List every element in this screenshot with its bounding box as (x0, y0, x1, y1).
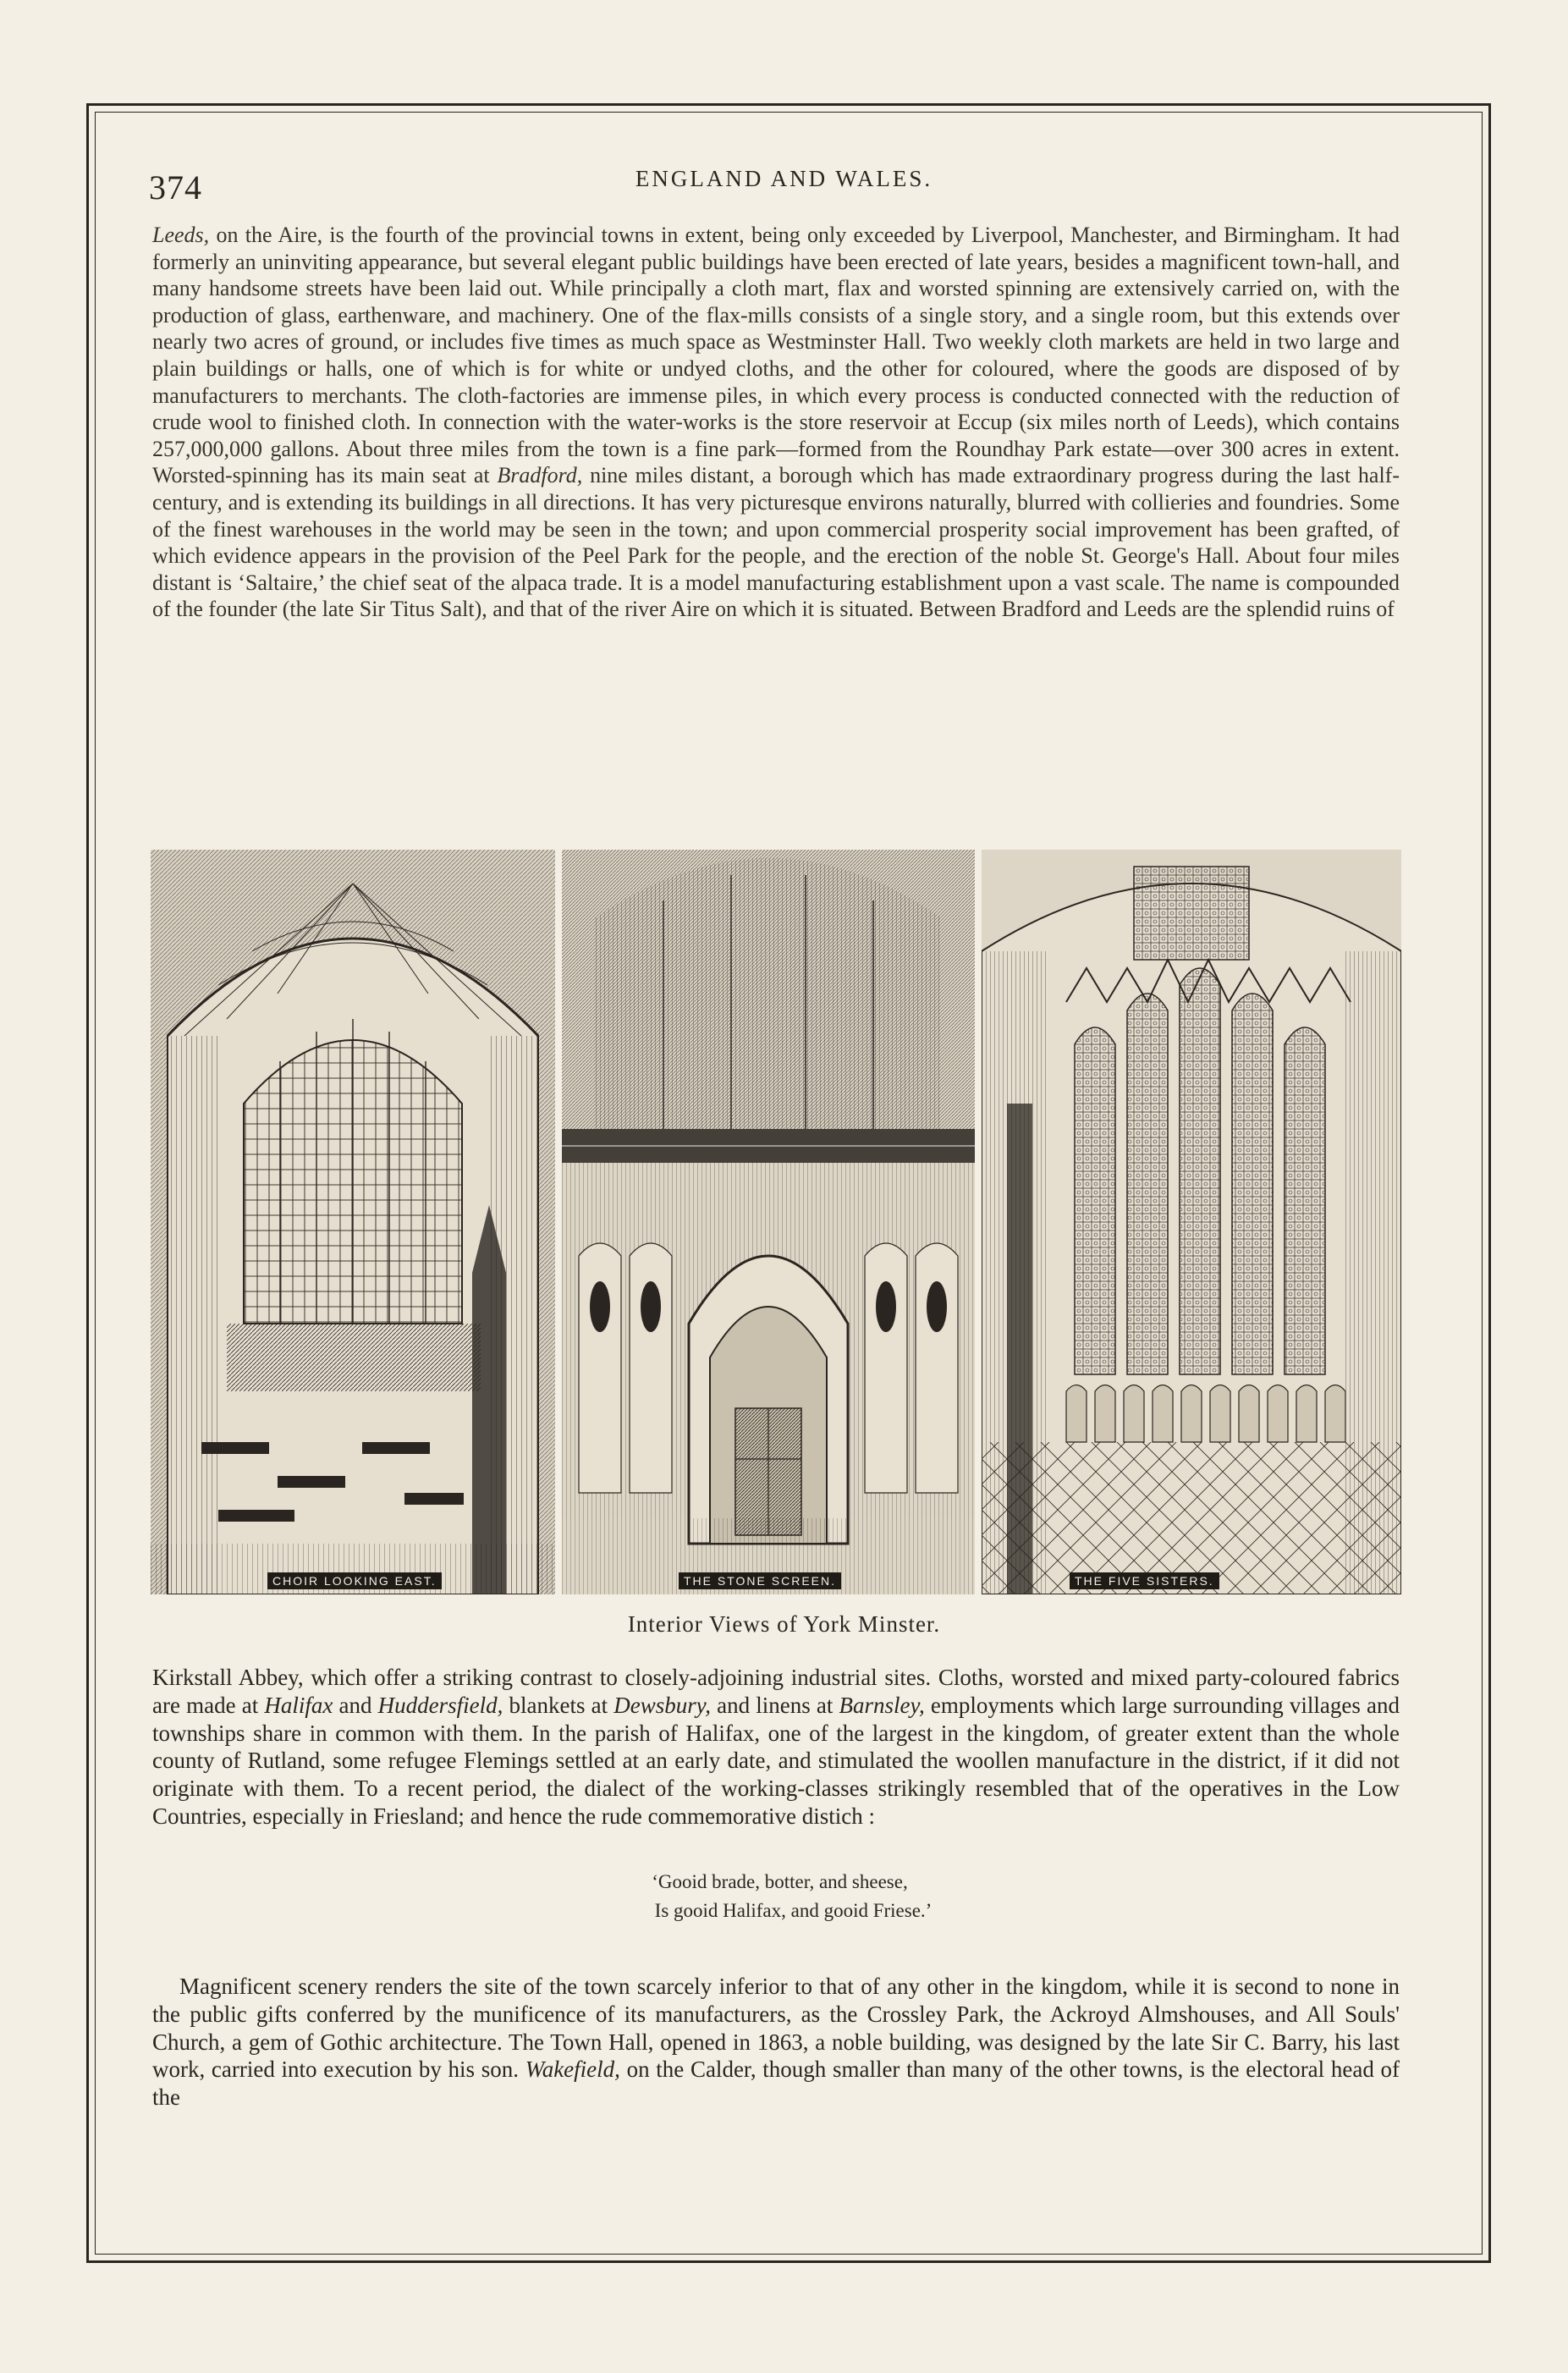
place-wakefield: Wakefield, (525, 2056, 620, 2083)
paragraph-leeds-text-1: on the Aire, is the fourth of the provincial towns in extent, being only exceeded by Liverpool, Manchester, and Birmingham. It had formerly an uninviting appearance, but several elegant public buildings have been erected of late years, besides a magnificent town-hall, and many handsome streets have been laid out. While principally a cloth mart, flax and worsted spinning are extensively carried on, with the production of glass, earthenware, and machinery. One of the flax-mills consists of a single story, and a single room, but this extends over nearly two acres of ground, or includes five times as much space as Westminster Hall. Two weekly cloth markets are held in two large and plain buildings or halls, one of which is for white or undyed cloths, and the other for coloured, where the goods are disposed of by manufacturers to merchants. The cloth-factories are immense piles, in which every process is conducted connected with the reduction of crude wool to finished cloth. In connection with the water-works is the store reservoir at Eccup (six miles north of Leeds), which contains 257,000,000 gallons. About three miles from the town is a fine park—formed from the Roundhay Park estate—over 300 acres in extent. Worsted-spinning has its main seat at (152, 223, 1400, 488)
plate-caption-five-sisters: THE FIVE SISTERS. (1070, 1572, 1219, 1589)
plate-choir (151, 850, 555, 1594)
figure-york-minster (151, 850, 1401, 1594)
plate-caption-stone-screen: THE STONE SCREEN. (679, 1572, 841, 1589)
paragraph-kirkstall (152, 1664, 1400, 1831)
running-head: ENGLAND AND WALES. (635, 166, 933, 191)
page-number: 374 (149, 168, 202, 206)
paragraph-leeds-text-2: nine miles distant, a borough which has made extraordinary progress during the last half-century, and is extending its buildings in all directions. It has very picturesque environs naturally, blurred with collieries and foundries. Some of the finest warehouses in the world may be seen in the town; and upon commercial prosperity social improvement has been grafted, of which evidence appears in the provision of the Peel Park for the people, and the erection of the noble St. George's Hall. About four miles distant is ‘Saltaire,’ the chief seat of the alpaca trade. It is a model manufacturing establishment upon a vast scale. The name is compounded of the founder (the late Sir Titus Salt), and that of the river Aire on which it is situated. Between Bradford and Leeds are the splendid ruins of (152, 463, 1400, 622)
plate-caption-choir: CHOIR LOOKING EAST. (267, 1572, 442, 1589)
kirkstall-text-4: and linens at (717, 1692, 834, 1718)
distich-line-2: Is gooid Halifax, and gooid Friese.’ (654, 1900, 933, 1921)
scenery-text-1: Magnificent scenery renders the site of the town scarcely inferior to that of any other in the kingdom, while it is second to none in the public gifts conferred by the munificence of its manufacturers, as the Crossley Park, the Ackroyd Almshouses, and All Souls' Church, a gem of Gothic architecture. The Town Hall, opened in 1863, a noble building, was designed by the late Sir C. Barry, his last work, carried into execution by his son. (152, 1974, 1400, 2083)
stone-screen-engraving (562, 850, 975, 1594)
distich-line-1: ‘Gooid brade, botter, and sheese, (652, 1871, 908, 1892)
place-halifax: Halifax (264, 1692, 333, 1718)
place-barnsley: Barnsley, (839, 1692, 925, 1718)
scenery-text-2: on the Calder, though smaller than many of the other towns, is the electoral head of the (152, 2056, 1400, 2111)
kirkstall-text-1: Kirkstall Abbey, which offer a striking contrast to closely-adjoining industrial sites. Cloths, worsted and mixed party-coloured fabrics are made at (152, 1665, 1400, 1718)
distich-quote (0, 1868, 1568, 1925)
five-sisters-engraving (982, 850, 1401, 1594)
paragraph-halifax-scenery (152, 1973, 1400, 2111)
kirkstall-text-2: and (338, 1692, 372, 1718)
kirkstall-text-5: employments which large surrounding villages and townships share in common with them. In the parish of Halifax, one of the largest in the kingdom, of greater extent than the whole county of Rutland, some refugee Flemings settled at an early date, and stimulated the woollen manufacture in the district, if it did not originate with them. To a recent period, the dialect of the working-classes strikingly resembled that of the operatives in the Low Countries, especially in Friesland; and hence the rude commemorative distich : (152, 1692, 1400, 1829)
place-huddersfield: Huddersfield, (377, 1692, 503, 1718)
plate-stone-screen (562, 850, 975, 1594)
plate-five-sisters (982, 850, 1401, 1594)
kirkstall-text-3: blankets at (509, 1692, 608, 1718)
place-leeds: Leeds, (152, 223, 210, 247)
paragraph-leeds (152, 222, 1400, 623)
place-dewsbury: Dewsbury, (613, 1692, 711, 1718)
place-bradford: Bradford, (497, 463, 583, 488)
figure-caption: Interior Views of York Minster. (627, 1611, 941, 1637)
choir-engraving (151, 850, 555, 1594)
